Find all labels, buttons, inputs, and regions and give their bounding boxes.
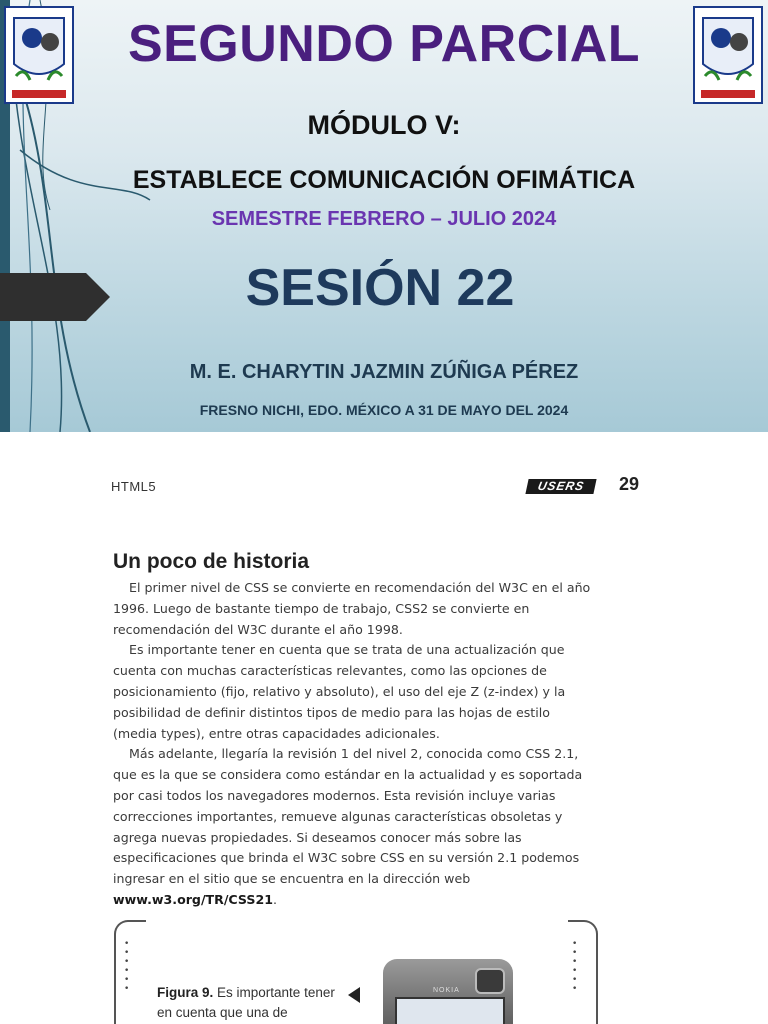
figure-caption — [157, 983, 337, 1023]
figure-caption-text: Es importante tener en cuenta que una de — [157, 985, 335, 1020]
place-date: FRESNO NICHI, EDO. MÉXICO A 31 DE MAYO DEL 2024 — [199, 402, 569, 418]
paragraph-text: Más adelante, llegaría la revisión 1 del nivel 2, conocida como CSS 2.1, que es la que se considera como estándar en la actualidad y es soportada por casi todos los navegadores modernos. Esta revisión incluye varias correcciones importantes, remueve algunas características obsoletas y agrega nuevas propiedades. Si deseamos conocer más sobre las especificaciones que brinda el W3C sobre CSS en su versión 2.1 podemos ingresar en el sitio que se encuentra en la dirección web — [113, 746, 583, 887]
section-heading: Un poco de historia — [113, 550, 310, 573]
reference-url: www.w3.org/TR/CSS21 — [113, 891, 274, 907]
paragraph: El primer nivel de CSS se convierte en recomendación del W3C en el año 1996. Luego de bastante tiempo de trabajo, CSS2 se convierte en recomendación del W3C durante el año 1998. — [113, 580, 591, 637]
title-slide — [0, 0, 768, 432]
module-number: MÓDULO V: — [307, 110, 461, 140]
slide-title: SEGUNDO PARCIAL — [127, 15, 641, 73]
book-page-scan — [0, 432, 768, 1024]
book-header-title: HTML5 — [111, 479, 157, 494]
module-name: ESTABLECE COMUNICACIÓN OFIMÁTICA — [132, 166, 636, 194]
pointer-arrow-icon — [348, 987, 360, 1003]
url-suffix: . — [273, 891, 278, 907]
page-number: 29 — [619, 474, 640, 494]
phone-brand: NOKIA — [433, 987, 460, 994]
dots-icon: • • • • • • — [572, 939, 578, 994]
paragraph: Es importante tener en cuenta que se trata de una actualización que cuenta con muchas características relevantes, como las opciones de posicionamiento (fijo, relativo y absoluto), el uso del eje Z (z-index) y la posibilidad de definir distintos tipos de medio para las hojas de estilo (media types), entre otras capacidades adicionales. — [113, 642, 566, 741]
semester-label: SEMESTRE FEBRERO – JULIO 2024 — [211, 208, 557, 230]
phone-screen — [395, 997, 505, 1024]
body-text — [113, 578, 593, 911]
session-heading: SESIÓN 22 — [245, 259, 515, 317]
school-logo-right — [693, 6, 763, 104]
author-name: M. E. CHARYTIN JAZMIN ZÚÑIGA PÉREZ — [189, 361, 579, 383]
camera-icon — [475, 968, 505, 994]
school-logo-left — [4, 6, 74, 104]
figure-label: Figura 9. — [157, 985, 214, 1000]
publisher-logo: USERS — [525, 479, 596, 494]
phone-image — [383, 959, 513, 1024]
dots-icon: • • • • • • — [124, 939, 130, 994]
paragraph — [113, 744, 593, 910]
